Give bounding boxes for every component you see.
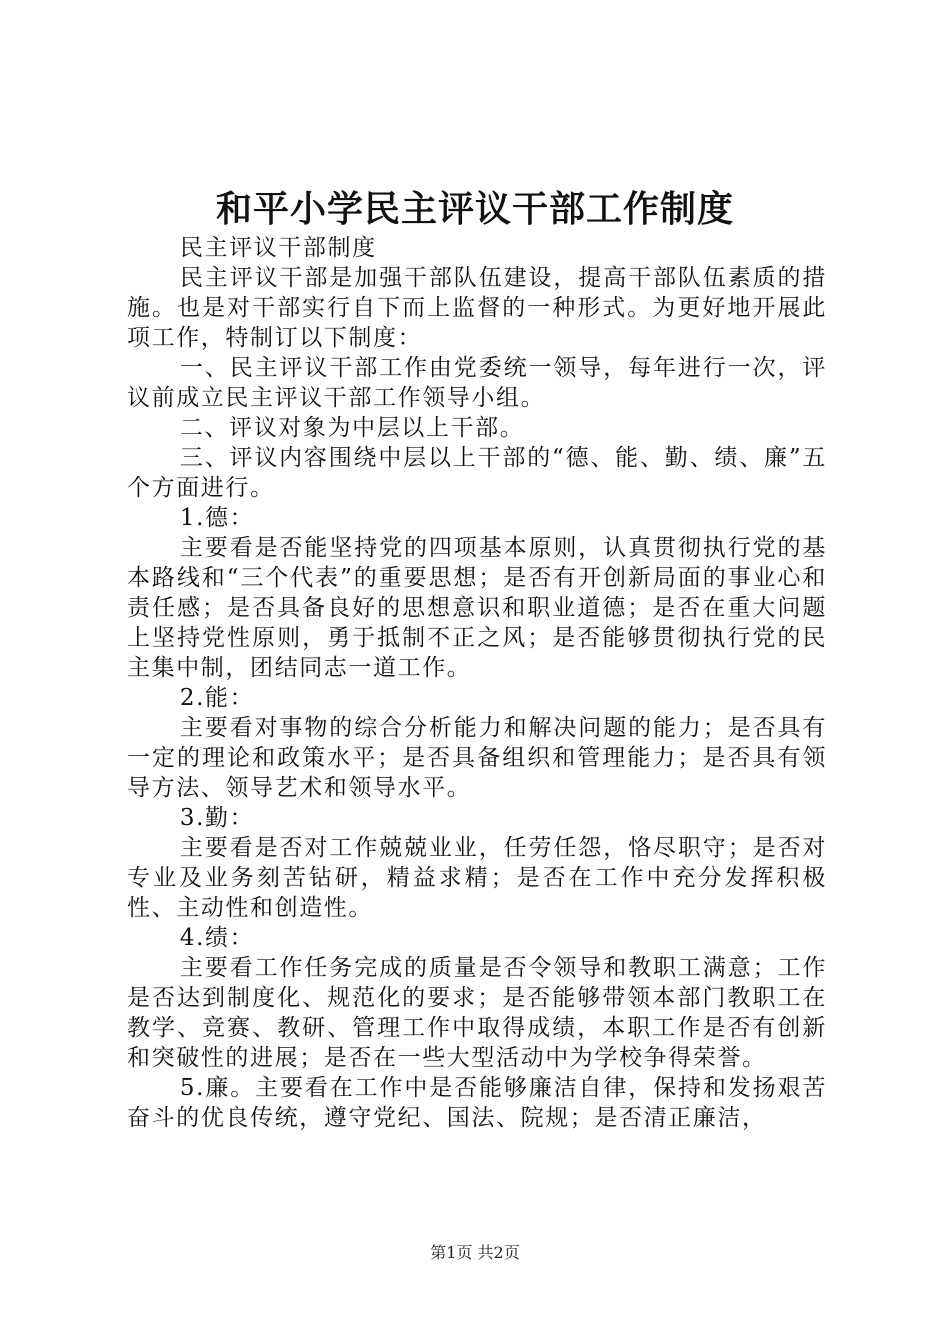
document-title: 和平小学民主评议干部工作制度	[215, 188, 734, 230]
item-text-qin: 主要看是否对工作兢兢业业，任劳任怨，恪尽职守；是否对专业及业务刻苦钻研，精益求精；是否在工作中充分发挥积极性、主动性和创造性。	[127, 835, 827, 921]
paragraph-intro: 民主评议干部是加强干部队伍建设，提高干部队伍素质的措施。也是对干部实行自下而上监督的一种形式。为更好地开展此项工作，特制订以下制度：	[127, 265, 827, 351]
item-text-lian: 5.廉。主要看在工作中是否能够廉洁自律，保持和发扬艰苦奋斗的优良传统，遵守党纪、国法、院规；是否清正廉洁，	[127, 1075, 827, 1131]
item-heading-neng: 2.能：	[179, 685, 255, 711]
item-heading-de: 1.德：	[179, 505, 255, 531]
item-text-de: 主要看是否能坚持党的四项基本原则，认真贯彻执行党的基本路线和“三个代表”的重要思想；是否有开创新局面的事业心和责任感；是否具备良好的思想意识和职业道德；是否在重大问题上坚持党性原则，勇于抵制不正之风；是否能够贯彻执行党的民主集中制，团结同志一道工作。	[127, 535, 827, 681]
document-body	[127, 233, 827, 1133]
paragraph-rule-1: 一、民主评议干部工作由党委统一领导，每年进行一次，评议前成立民主评议干部工作领导小组。	[127, 355, 827, 411]
item-heading-qin: 3.勤：	[179, 805, 255, 831]
paragraph-rule-2: 二、评议对象为中层以上干部。	[179, 415, 525, 441]
item-text-neng: 主要看对事物的综合分析能力和解决问题的能力；是否具有一定的理论和政策水平；是否具备组织和管理能力；是否具有领导方法、领导艺术和领导水平。	[127, 715, 827, 801]
paragraph-rule-3: 三、评议内容围绕中层以上干部的“德、能、勤、绩、廉”五个方面进行。	[127, 445, 827, 501]
paragraph-heading: 民主评议干部制度	[179, 235, 377, 261]
page-footer: 第1页 共2页	[430, 1243, 520, 1262]
item-text-ji: 主要看工作任务完成的质量是否令领导和教职工满意；工作是否达到制度化、规范化的要求；是否能够带领本部门教职工在教学、竞赛、教研、管理工作中取得成绩，本职工作是否有创新和突破性的进展；是否在一些大型活动中为学校争得荣誉。	[127, 955, 827, 1071]
item-heading-ji: 4.绩：	[179, 925, 255, 951]
